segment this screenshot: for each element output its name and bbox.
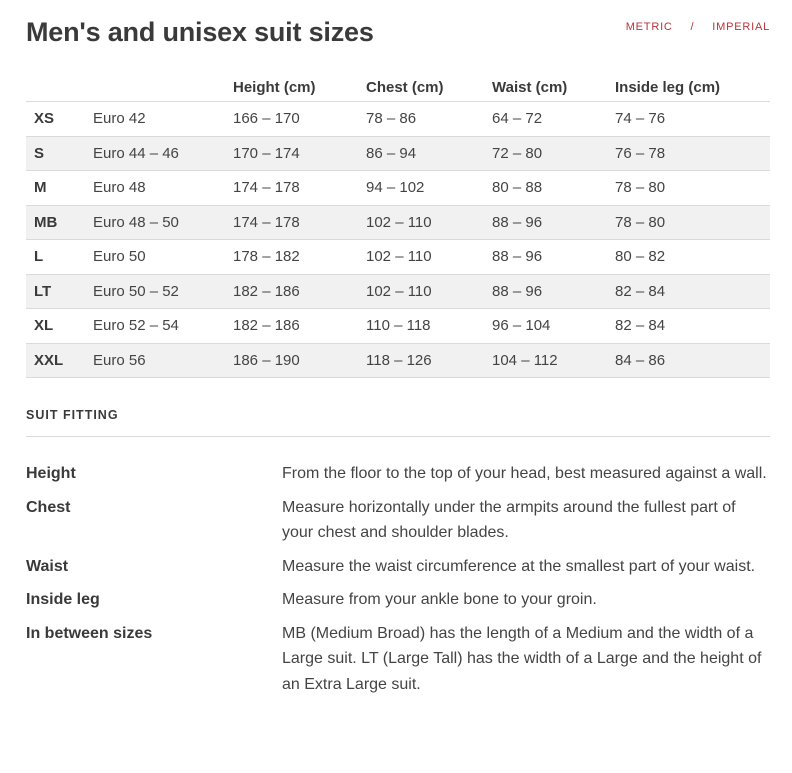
table-row	[26, 171, 770, 206]
height-cell: 174 – 178	[233, 205, 366, 240]
fitting-description: Measure from your ankle bone to your groin.	[282, 591, 597, 608]
euro-cell: Euro 42	[93, 102, 233, 137]
euro-cell: Euro 52 – 54	[93, 309, 233, 344]
size-cell: XS	[26, 102, 93, 137]
fitting-description: Measure the waist circumference at the smallest part of your waist.	[282, 557, 756, 575]
table-row	[26, 102, 770, 137]
size-cell: MB	[26, 205, 93, 240]
fitting-term: In between sizes	[26, 624, 153, 642]
chest-cell: 94 – 102	[366, 171, 492, 206]
fitting-item	[26, 587, 770, 613]
height-cell: 178 – 182	[233, 240, 366, 275]
table-row	[26, 343, 770, 378]
size-cell: S	[26, 136, 93, 171]
fitting-item	[26, 495, 770, 546]
inside-leg-cell: 80 – 82	[615, 240, 770, 275]
unit-separator: /	[690, 21, 695, 33]
size-table-header	[26, 74, 770, 102]
size-table	[26, 74, 770, 378]
euro-cell: Euro 44 – 46	[93, 136, 233, 171]
fitting-item	[26, 461, 770, 487]
waist-cell: 88 – 96	[492, 274, 615, 309]
fitting-item	[26, 554, 770, 580]
height-cell: 182 – 186	[233, 309, 366, 344]
fitting-term: Chest	[26, 498, 71, 516]
header-height: Height (cm)	[233, 74, 366, 102]
inside-leg-cell: 74 – 76	[615, 102, 770, 137]
suit-fitting-list	[26, 461, 770, 705]
header-waist: Waist (cm)	[492, 74, 615, 102]
inside-leg-cell: 82 – 84	[615, 274, 770, 309]
euro-cell: Euro 48 – 50	[93, 205, 233, 240]
suit-fitting-heading: SUIT FITTING	[26, 408, 119, 422]
header-euro	[93, 74, 233, 102]
unit-switcher	[626, 21, 770, 33]
header-chest: Chest (cm)	[366, 74, 492, 102]
euro-cell: Euro 50 – 52	[93, 274, 233, 309]
height-cell: 182 – 186	[233, 274, 366, 309]
fitting-description: Measure horizontally under the armpits around the fullest part of your chest and shoulder blades.	[282, 498, 736, 541]
header-inside-leg: Inside leg (cm)	[615, 74, 770, 102]
fitting-term: Height	[26, 465, 76, 482]
height-cell: 170 – 174	[233, 136, 366, 171]
inside-leg-cell: 82 – 84	[615, 309, 770, 344]
waist-cell: 64 – 72	[492, 102, 615, 137]
fitting-term: Waist	[26, 557, 69, 575]
chest-cell: 102 – 110	[366, 274, 492, 309]
imperial-link[interactable]: IMPERIAL	[712, 21, 770, 33]
metric-link[interactable]: METRIC	[625, 21, 673, 33]
chest-cell: 102 – 110	[366, 205, 492, 240]
inside-leg-cell: 78 – 80	[615, 171, 770, 206]
chest-cell: 78 – 86	[366, 102, 492, 137]
page-title: Men's and unisex suit sizes	[26, 17, 374, 47]
inside-leg-cell: 78 – 80	[615, 205, 770, 240]
waist-cell: 80 – 88	[492, 171, 615, 206]
table-row	[26, 136, 770, 171]
fitting-description: MB (Medium Broad) has the length of a Medium and the width of a Large suit. LT (Large Tall) has the width of a Large and the height of an Extra Large suit.	[282, 624, 762, 693]
section-divider	[26, 436, 770, 437]
table-row	[26, 205, 770, 240]
chest-cell: 118 – 126	[366, 343, 492, 378]
chest-cell: 110 – 118	[366, 309, 492, 344]
size-cell: XXL	[26, 343, 93, 378]
chest-cell: 86 – 94	[366, 136, 492, 171]
table-row	[26, 274, 770, 309]
waist-cell: 88 – 96	[492, 205, 615, 240]
table-row	[26, 240, 770, 275]
chest-cell: 102 – 110	[366, 240, 492, 275]
euro-cell: Euro 50	[93, 240, 233, 275]
size-cell: M	[26, 171, 93, 206]
fitting-item	[26, 621, 770, 698]
inside-leg-cell: 76 – 78	[615, 136, 770, 171]
inside-leg-cell: 84 – 86	[615, 343, 770, 378]
fitting-description: From the floor to the top of your head, best measured against a wall.	[282, 465, 767, 482]
height-cell: 174 – 178	[233, 171, 366, 206]
waist-cell: 104 – 112	[492, 343, 615, 378]
header-size	[26, 74, 93, 102]
fitting-term: Inside leg	[26, 591, 100, 608]
size-cell: LT	[26, 274, 93, 309]
euro-cell: Euro 56	[93, 343, 233, 378]
waist-cell: 72 – 80	[492, 136, 615, 171]
euro-cell: Euro 48	[93, 171, 233, 206]
waist-cell: 88 – 96	[492, 240, 615, 275]
waist-cell: 96 – 104	[492, 309, 615, 344]
table-row	[26, 309, 770, 344]
size-cell: XL	[26, 309, 93, 344]
size-cell: L	[26, 240, 93, 275]
height-cell: 166 – 170	[233, 102, 366, 137]
height-cell: 186 – 190	[233, 343, 366, 378]
